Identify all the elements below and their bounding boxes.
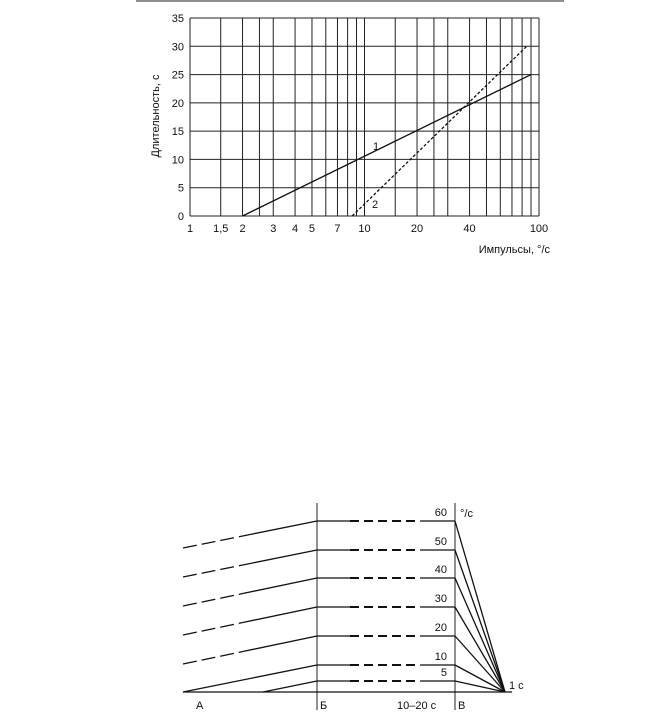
y-tick-label-6: 30	[171, 41, 184, 54]
x-tick-label-5: 5	[308, 223, 316, 235]
value-label-10: 10	[434, 651, 447, 663]
x-tick-label-2: 2	[239, 223, 246, 235]
x-tick-label-0: 1	[186, 223, 194, 235]
segment-label-b: Б	[320, 700, 328, 712]
grid	[190, 18, 539, 216]
impulse-curve-5	[263, 681, 505, 692]
impulse-curve-50	[183, 550, 505, 692]
y-tick-label-7: 35	[171, 13, 184, 25]
x-tick-label-6: 7	[334, 223, 341, 235]
y-axis-label: Длительность, с	[150, 74, 162, 158]
impulse-curve-10	[183, 665, 505, 692]
x-tick-label-10: 100	[529, 223, 549, 235]
segment-label-v: В	[458, 700, 466, 712]
y-tick-label-1: 5	[177, 182, 184, 195]
y-tick-label-0: 0	[177, 211, 184, 223]
x-tick-label-7: 10	[358, 223, 371, 235]
series-line-1	[243, 75, 531, 216]
segment-label-duration: 10–20 с	[397, 700, 437, 712]
segment-label-a: А	[196, 700, 204, 712]
y-tick-label-4: 20	[171, 97, 184, 110]
value-label-20: 20	[434, 622, 447, 634]
x-axis-label: Импульсы, °/с	[478, 244, 550, 256]
impulse-curve-40	[183, 578, 505, 692]
x-tick-label-8: 20	[410, 223, 424, 235]
y-tick-label-3: 15	[171, 126, 184, 139]
unit-label: °/с	[460, 508, 473, 520]
value-label-60: 60	[434, 507, 447, 519]
y-tick-label-5: 25	[171, 69, 184, 82]
impulse-curve-20	[183, 636, 505, 692]
series-2-label: 2	[372, 199, 379, 211]
end-label: 1 с	[509, 680, 524, 692]
value-label-30: 30	[434, 593, 447, 605]
value-label-40: 40	[434, 564, 447, 576]
diagram-value-labels	[435, 507, 447, 679]
value-label-50: 50	[434, 536, 447, 548]
series-1-label: 1	[373, 141, 380, 153]
value-label-5: 5	[440, 667, 447, 679]
impulse-curve-30	[183, 607, 505, 692]
x-tick-label-9: 40	[463, 223, 476, 235]
x-tick-label-1: 1,5	[213, 223, 229, 235]
diagram-lines	[183, 503, 512, 710]
y-tick-label-2: 10	[171, 154, 184, 167]
x-tick-label-3: 3	[270, 223, 277, 235]
x-tick-label-4: 4	[291, 223, 299, 235]
impulse-diagram	[183, 503, 524, 712]
